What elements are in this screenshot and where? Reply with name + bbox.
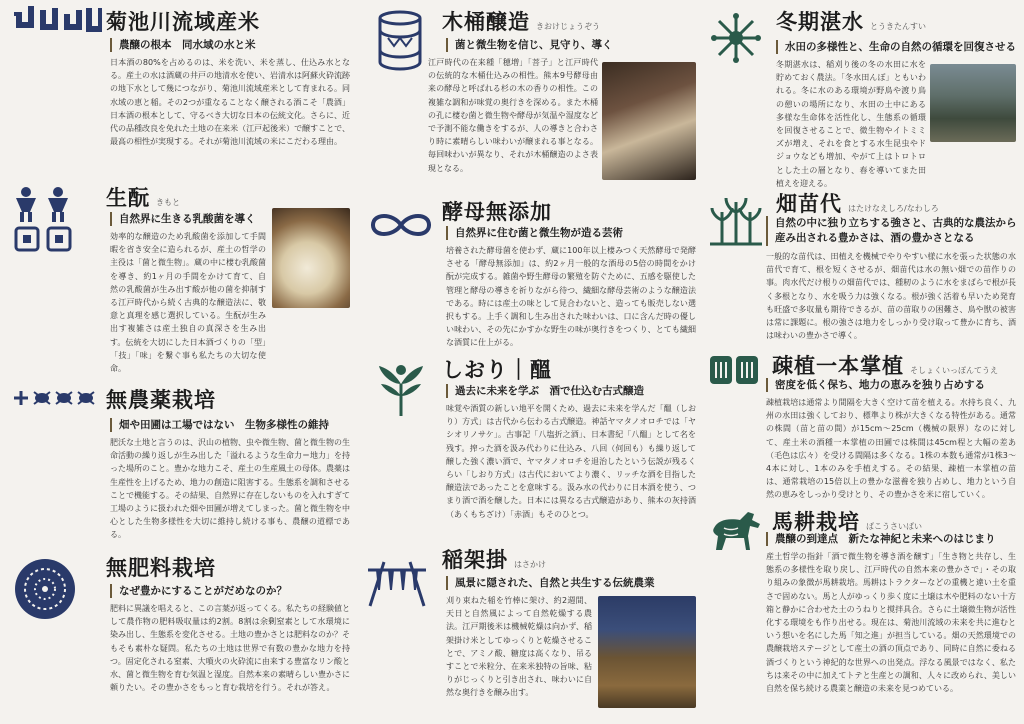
section-body: 江戸時代の在来種「穂増」「菩子」と江戸時代の伝統的な木桶仕込みの相性。熊本9号酵母由来の酵母と呼ばれる杉の木の香りの相性。この複雑な調和が味覚の奥行きを深める。また木桶の孔に棲む菌と微生物や酵母が気温や湿度などで予測不能な働きをするが、人の導きと合わさり時に素晴らしい味わいが醸まれる事となる。毎回味わいが異なり、それが木桶醸造のよさ表現となる。 <box>428 58 598 173</box>
section-subtitle: 密度を低く保ち、地力の恵みを独り占めする <box>766 378 985 392</box>
insect-pattern-icon <box>12 386 98 408</box>
section-hatanaeshiro <box>704 180 1018 350</box>
section-title-text: 疎植一本掌植 <box>772 354 904 378</box>
fuyuki-photo <box>930 64 1016 142</box>
wooden-barrel-icon <box>376 10 424 70</box>
section-kimoto <box>10 178 354 378</box>
section-kioke <box>362 0 700 190</box>
section-body: 冬期湛水は、稲刈り後の冬の水田に水を貯めておく農法。「冬水田んぼ」ともいわれる。冬に水のある環境が野鳥や渡り鳥の憩いの場所になり、水田の土中にある多様な生命体を活性化し、生態系の循環を回復させることで、微生物やイトミミズが増え、それを食とする水生昆虫やドジョウなども増加、やがて上はトロトロとした土の層となり、春を導いてまた田植えを迎える。 <box>776 60 926 188</box>
section-body: 肥料に異議を唱えると、この言葉が返ってくる。私たちの経験値として農作物の肥料吸収量は約2割。8割は余剰窒素として水環境に染み出し、生態系を変化させる。土地の豊かさとは肥料なのか？そもそも素朴な疑問。私たちの土地は世界で有数の豊かな地力を持つ。固定化される窒素、大噴火の火砕流に由来する豊富なリン酸と水、菌と微生物を育む気温と湿度。自然本来の素晴らしい豊かさに頼りたい。その豊かさをもっと育む栽培を行う。それが答え。 <box>110 604 350 693</box>
section-ruby: はさかけ <box>514 560 546 569</box>
serpent-tree-icon <box>370 360 432 418</box>
rice-drying-rack-icon <box>366 556 428 610</box>
column-center <box>362 0 700 724</box>
section-title-text: 馬耕栽培 <box>772 510 860 534</box>
section-title-text: 冬期湛水 <box>776 10 864 34</box>
section-subtitle: 菌と微生物を信じ、見守り、導く <box>446 38 613 52</box>
section-hazakake <box>362 540 700 724</box>
section-fuyuki <box>704 0 1018 188</box>
section-title-text: 生酛 <box>106 186 150 210</box>
hand-planting-icon <box>708 352 760 392</box>
section-subtitle: 農醸の到達点 新たな神紀と未来へのはじまり <box>766 532 996 546</box>
section-subtitle: 自然界に生きる乳酸菌を導く <box>110 212 256 226</box>
section-title: 無肥料栽培 <box>106 556 216 580</box>
section-title <box>442 544 546 574</box>
section-shiori <box>362 352 700 540</box>
section-subtitle: 農醸の根本 同水域の水と米 <box>110 38 256 52</box>
section-title <box>776 188 939 218</box>
section-kikuchi <box>10 0 354 185</box>
hazakake-photo <box>598 596 696 708</box>
section-body: 一般的な苗代は、田植えを機械でやりやすい様に水を張った状態の水苗代で育て、根を短くさせるが、畑苗代は水の無い畑での苗作りの事。肉水代だけ根りの畑苗代では、種籾のように水をまばらで根が長く多根となり、水を吸う力は強くなる。根が強く活着も早いため発育も旺盛で多収量も期待できるが、苗の苗取りの困難さ、鳥や獣の被害は常に課題に。根の強さは地力をしっかり受け取って豊かに育ち、酒は味わいの豊かさで導く。 <box>766 252 1016 341</box>
section-ruby: きおけじょうぞう <box>536 22 600 31</box>
section-ruby: はたけなえしろ/なわしろ <box>848 204 939 213</box>
section-subtitle-line1: 自然の中に独り立ちする強さと、古典的な農法から <box>775 217 1017 229</box>
column-right <box>704 0 1018 724</box>
river-pattern-icon <box>12 2 102 38</box>
section-ruby: とうきたんすい <box>870 22 926 31</box>
section-title: しおり｜醞 <box>442 358 552 382</box>
section-munoyaku <box>10 380 354 545</box>
section-subtitle-line2: 産み出される豊かさは、酒の豊かさとなる <box>775 232 975 244</box>
section-bako <box>704 502 1018 724</box>
snowflake-plant-icon <box>708 10 764 66</box>
section-kobo <box>362 192 700 352</box>
section-title-text: 畑苗代 <box>776 192 842 216</box>
section-body: 培養された酵母菌を使わず、蔵に100年以上棲みつく天然酵母で発酵させる「酵母無添加」は、約2ヶ月一般的な酒母の5倍の時間をかけ酛が完成する。雑菌や野生酵母の繁殖を防ぐために、五感を駆使した管理と酵母の導きを祈りながら待つ、繊細な酵母芸術のような醸造法である。時には産土の味として見合わないと、造っても販売しない選択もする。上手く調和し生み出された味わいは、口に含んだ時の優しい味わい、その先にかすかな野生の味が奥行きをつくり、とても繊細な酒質に仕上がる。 <box>446 246 696 348</box>
sun-circle-icon <box>12 556 78 622</box>
section-body: 刈り束ねた稲を竹棒に架け、約2週間、天日と自然風によって自然乾燥する農法。江戸期後米は機械乾燥は向かず、稲架掛け米としてゆっくりと乾燥させることで、アミノ酸、糖度は高くなり、吊るすことで米粒分、在来米独特の旨味、粘りがじっくりと引き出され、味わいに自然な奥行きを醸み出す。 <box>446 596 592 698</box>
column-left <box>10 0 354 724</box>
section-sokusho <box>704 348 1018 500</box>
section-subtitle: 過去に未来を学ぶ 酒で仕込む古式醸造 <box>446 384 644 398</box>
section-title <box>442 6 600 36</box>
section-subtitle: なぜ豊かにすることがだめなのか？ <box>110 584 287 598</box>
seedling-field-icon <box>708 192 764 246</box>
section-subtitle: 自然界に住む菌と微生物が造る芸術 <box>446 226 623 240</box>
section-ruby: きもと <box>156 198 180 207</box>
section-body: 味覚や酒質の新しい地平を開くため、過去に未来を学んだ「醞（しおり）方式」は古代から伝わる古式醸造。神話ヤマタノオロチでは「ヤシオリノサケ」。古事記「八塩折之酒」、日本書紀「八醞」として名を残す。搾った酒を汲み代わりに仕込み、八回（何回も）も繰り返して醸した強く濃い酒で、ヤマタノオロチを退治したという伝説が残るくらい「しおり方式」は古代においてより濃く、リッチな酒を目指した醸造法であったことを意味する。汲み水の代わりに日本酒を使う、つまり酒で酒を醸した。日本には異なる古式醸造があり、熊本の灰持酒（あくもちざけ）「赤酒」もそのひとつ。 <box>446 404 696 519</box>
section-muhiryo <box>10 548 354 724</box>
people-pattern-icon <box>12 184 76 254</box>
section-ruby: そしょくいっぽんてうえ <box>910 366 998 375</box>
section-ruby: ばこうさいばい <box>866 522 922 531</box>
kioke-photo <box>602 62 696 180</box>
section-subtitle: 水田の多様性と、生命の自然の循環を回復させる <box>776 40 1016 54</box>
section-body: 日本酒の80%を占めるのは、米を洗い、米を蒸し、仕込み水となる。産土の水は酒蔵の井戸の地清水を使い、岩清水は阿蘇火砕流跡の地下水として幾につながり、菊池川流域産米として育まれる。同水域の恵と稲。その2つが重なることなく醸される酒こそ「農酒」日本酒の根本として、守るべき大切な日本の伝統文化。さらに、近代の品種改良を免れた土地の在来米（江戸起後米）で醸すことで、最高の相性が実現する。それが菊池川流域の米にこだわる理由。 <box>110 58 350 147</box>
section-subtitle: 畑や田圃は工場ではない 生物多様性の維持 <box>110 418 329 432</box>
section-title <box>776 6 926 36</box>
section-body: 肥沃な土地と言うのは、沢山の植物、虫や微生物、菌と微生物の生命活動の繰り返しが生み出した「溢れるような生命力＝地力」を持った場所のこと。豊かな地力こそ、産土の生産風土の母体。農薬は生産性を上げるため、地力の創造に阻害する。生態系を調和させることで機能する。その結果、自然界に存在しないものを入れすぎて工場のように扱われた畑や田圃が増えてしまった。菌と微生物を中心とした生物多様性を大切に維持し続ける事も、農醸の道標である。 <box>110 438 350 540</box>
section-title <box>772 350 998 380</box>
section-title <box>106 182 180 212</box>
horse-icon <box>708 508 768 554</box>
section-title-text: 稲架掛 <box>442 548 508 572</box>
section-body: 疎植栽培は通常より間隔を大きく空けて苗を植える。水持ち良く、九州の水田は強くしており、標準より株が大きくなる特性がある。通常の株間（苗と苗の間）が15cm〜25cm（機械の限界）なのに対して、産土米の酒種一本掌植の田圃では株間は45cm程と大幅の差あ（毛色は広々）を受ける間隔は多くなる。1株の本数も通常が1株3〜4本に対し、1本のみを手植えする。その結果、疎植一本掌植の苗は、通常栽培の15倍以上の豊かな滋養を独り占めし、地力という自然の恵みをしっかり受けとり、その豊かさを米に宿していく。 <box>766 398 1016 500</box>
section-subtitle: 風景に隠された、自然と共生する伝統農業 <box>446 576 655 590</box>
section-title: 菊池川流域産米 <box>106 10 260 34</box>
section-title: 無農薬栽培 <box>106 388 216 412</box>
section-body: 効率的な醸造のため乳酸菌を添加して手間暇を省き安全に造られるが、産土の哲学の主役は「菌と微生物」。蔵の中に棲む乳酸菌を導き、約1ヶ月の手間をかけて育て、自然の乳酸菌が生み出す酸が他の菌を抑制する江戸時代から続く古典的な醸造法に、敬意と真理を感じ選択している。生酛が生み出す複雑さは産土独自の真深さを生み出す。伝統を大切にした日本酒づくりの「型」「技」「味」を繋ぐ事も私たちの大切な使命。 <box>110 232 266 374</box>
section-title: 酵母無添加 <box>442 200 552 224</box>
section-subtitle <box>766 216 1017 246</box>
infinity-pattern-icon <box>368 210 434 240</box>
kimoto-photo <box>272 208 350 308</box>
section-body: 産土哲学の指針「酒で微生物を導き酒を醸す」「生き物と共存し、生態系の多様性を取り戻し、江戸時代の自然本来の豊かさで」・その取り組みの象徴が馬耕栽培。馬耕はトラクターなどの重機と違い土を重さで固めない。馬と人がゆっくり歩く度に土壌は木や肥料のない十方箱と静かに合わせた土のうねりと撹拌具合。さらに土壌微生物が活性化する環境をも作り出せる。現在は、菊池川流域の未来を共に進むという想いを名にした馬「知之進」が担当している。畑の天然環境での農醸栽培ステージとして産土の酒の頂点であり、同時に自然に委ねる酒づくりという神紀的な世界への出発点。浮なる風景ではなく、私たちは来その中に加えてトテと生産との調和、人々に改められ、美しい自然を保ち続ける農業と醸造の未来を見つめている。 <box>766 552 1016 694</box>
section-title-text: 木桶醸造 <box>442 10 530 34</box>
